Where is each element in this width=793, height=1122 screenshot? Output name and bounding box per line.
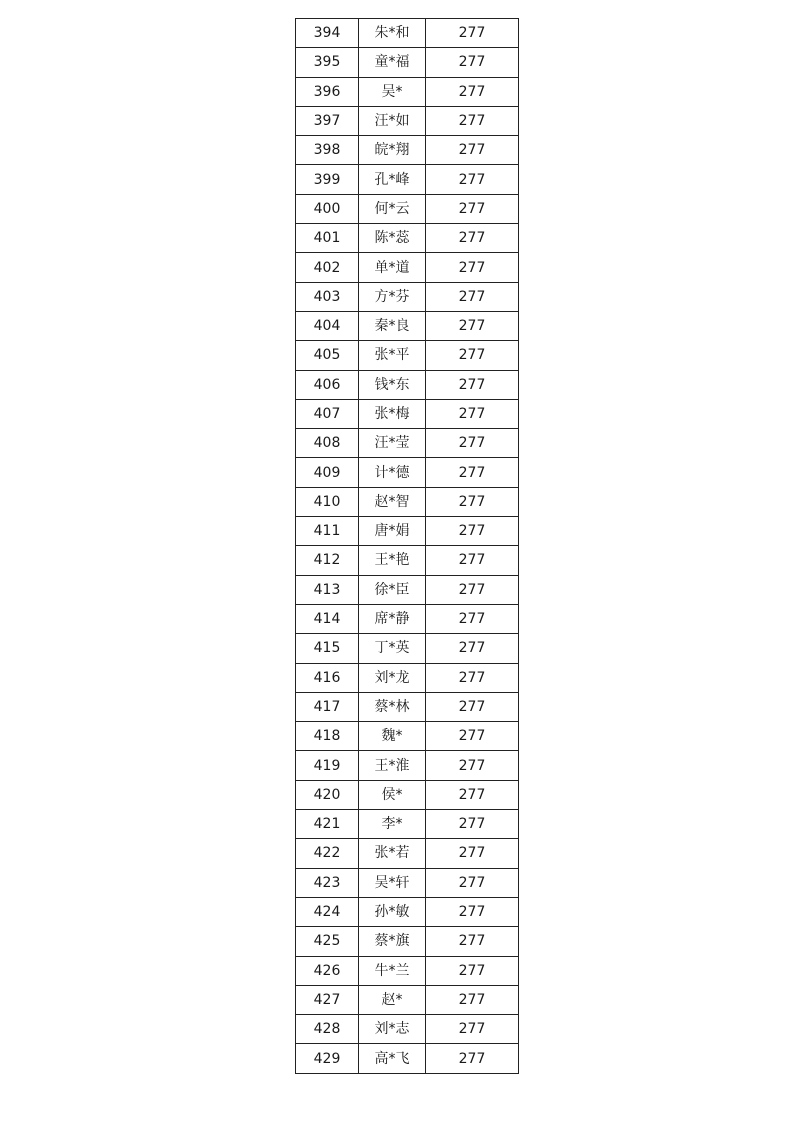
rank-number-cell: 399 — [296, 165, 359, 194]
rank-number-cell: 424 — [296, 897, 359, 926]
table-row — [296, 751, 519, 780]
score-cell: 277 — [426, 956, 519, 985]
rank-number-cell: 397 — [296, 106, 359, 135]
score-cell: 277 — [426, 370, 519, 399]
rank-number-cell: 418 — [296, 722, 359, 751]
score-cell: 277 — [426, 165, 519, 194]
name-cell: 丁*英 — [359, 634, 426, 663]
name-cell: 皖*翔 — [359, 136, 426, 165]
table-row — [296, 1015, 519, 1044]
rank-number-cell: 409 — [296, 458, 359, 487]
score-cell: 277 — [426, 224, 519, 253]
name-cell: 魏* — [359, 722, 426, 751]
rank-number-cell: 426 — [296, 956, 359, 985]
name-cell: 王*艳 — [359, 546, 426, 575]
table-row — [296, 546, 519, 575]
rank-number-cell: 412 — [296, 546, 359, 575]
ranking-table-body — [296, 19, 519, 1074]
rank-number-cell: 411 — [296, 517, 359, 546]
table-row — [296, 106, 519, 135]
rank-number-cell: 398 — [296, 136, 359, 165]
rank-number-cell: 427 — [296, 985, 359, 1014]
name-cell: 童*福 — [359, 48, 426, 77]
rank-number-cell: 414 — [296, 604, 359, 633]
table-row — [296, 956, 519, 985]
ranking-table — [295, 18, 519, 1074]
table-row — [296, 868, 519, 897]
score-cell: 277 — [426, 780, 519, 809]
score-cell: 277 — [426, 927, 519, 956]
score-cell: 277 — [426, 282, 519, 311]
score-cell: 277 — [426, 311, 519, 340]
table-row — [296, 575, 519, 604]
score-cell: 277 — [426, 106, 519, 135]
table-row — [296, 1044, 519, 1073]
table-row — [296, 224, 519, 253]
score-cell: 277 — [426, 575, 519, 604]
rank-number-cell: 421 — [296, 810, 359, 839]
name-cell: 唐*娟 — [359, 517, 426, 546]
name-cell: 张*梅 — [359, 399, 426, 428]
name-cell: 刘*志 — [359, 1015, 426, 1044]
table-row — [296, 927, 519, 956]
score-cell: 277 — [426, 810, 519, 839]
name-cell: 张*若 — [359, 839, 426, 868]
rank-number-cell: 406 — [296, 370, 359, 399]
score-cell: 277 — [426, 77, 519, 106]
name-cell: 陈*蕊 — [359, 224, 426, 253]
name-cell: 侯* — [359, 780, 426, 809]
rank-number-cell: 396 — [296, 77, 359, 106]
name-cell: 汪*莹 — [359, 429, 426, 458]
name-cell: 朱*和 — [359, 19, 426, 48]
rank-number-cell: 394 — [296, 19, 359, 48]
name-cell: 高*飞 — [359, 1044, 426, 1073]
name-cell: 蔡*林 — [359, 692, 426, 721]
score-cell: 277 — [426, 751, 519, 780]
rank-number-cell: 423 — [296, 868, 359, 897]
table-row — [296, 458, 519, 487]
score-cell: 277 — [426, 1044, 519, 1073]
name-cell: 徐*臣 — [359, 575, 426, 604]
name-cell: 刘*龙 — [359, 663, 426, 692]
score-cell: 277 — [426, 399, 519, 428]
table-row — [296, 48, 519, 77]
table-row — [296, 253, 519, 282]
score-cell: 277 — [426, 839, 519, 868]
score-cell: 277 — [426, 722, 519, 751]
rank-number-cell: 413 — [296, 575, 359, 604]
table-row — [296, 692, 519, 721]
name-cell: 秦*良 — [359, 311, 426, 340]
rank-number-cell: 419 — [296, 751, 359, 780]
rank-number-cell: 417 — [296, 692, 359, 721]
table-row — [296, 780, 519, 809]
table-row — [296, 517, 519, 546]
rank-number-cell: 408 — [296, 429, 359, 458]
score-cell: 277 — [426, 985, 519, 1014]
table-row — [296, 634, 519, 663]
name-cell: 赵*智 — [359, 487, 426, 516]
score-cell: 277 — [426, 194, 519, 223]
table-row — [296, 194, 519, 223]
rank-number-cell: 428 — [296, 1015, 359, 1044]
table-row — [296, 722, 519, 751]
name-cell: 单*道 — [359, 253, 426, 282]
score-cell: 277 — [426, 546, 519, 575]
score-cell: 277 — [426, 604, 519, 633]
table-row — [296, 839, 519, 868]
table-row — [296, 77, 519, 106]
rank-number-cell: 429 — [296, 1044, 359, 1073]
table-row — [296, 399, 519, 428]
rank-number-cell: 422 — [296, 839, 359, 868]
table-row — [296, 985, 519, 1014]
name-cell: 王*淮 — [359, 751, 426, 780]
score-cell: 277 — [426, 692, 519, 721]
name-cell: 蔡*旗 — [359, 927, 426, 956]
table-row — [296, 897, 519, 926]
rank-number-cell: 404 — [296, 311, 359, 340]
rank-number-cell: 416 — [296, 663, 359, 692]
table-row — [296, 487, 519, 516]
name-cell: 李* — [359, 810, 426, 839]
table-row — [296, 341, 519, 370]
table-row — [296, 136, 519, 165]
name-cell: 何*云 — [359, 194, 426, 223]
score-cell: 277 — [426, 634, 519, 663]
rank-number-cell: 401 — [296, 224, 359, 253]
score-cell: 277 — [426, 136, 519, 165]
name-cell: 孙*敏 — [359, 897, 426, 926]
score-cell: 277 — [426, 19, 519, 48]
name-cell: 牛*兰 — [359, 956, 426, 985]
rank-number-cell: 420 — [296, 780, 359, 809]
name-cell: 赵* — [359, 985, 426, 1014]
table-row — [296, 19, 519, 48]
score-cell: 277 — [426, 48, 519, 77]
rank-number-cell: 395 — [296, 48, 359, 77]
name-cell: 计*德 — [359, 458, 426, 487]
table-row — [296, 370, 519, 399]
score-cell: 277 — [426, 663, 519, 692]
rank-number-cell: 400 — [296, 194, 359, 223]
rank-number-cell: 425 — [296, 927, 359, 956]
name-cell: 吴*轩 — [359, 868, 426, 897]
rank-number-cell: 415 — [296, 634, 359, 663]
name-cell: 张*平 — [359, 341, 426, 370]
table-row — [296, 311, 519, 340]
name-cell: 席*静 — [359, 604, 426, 633]
table-row — [296, 429, 519, 458]
name-cell: 吴* — [359, 77, 426, 106]
rank-number-cell: 407 — [296, 399, 359, 428]
table-row — [296, 282, 519, 311]
score-cell: 277 — [426, 868, 519, 897]
table-row — [296, 165, 519, 194]
score-cell: 277 — [426, 253, 519, 282]
score-cell: 277 — [426, 897, 519, 926]
rank-number-cell: 410 — [296, 487, 359, 516]
score-cell: 277 — [426, 1015, 519, 1044]
score-cell: 277 — [426, 458, 519, 487]
rank-number-cell: 403 — [296, 282, 359, 311]
name-cell: 方*芬 — [359, 282, 426, 311]
name-cell: 钱*东 — [359, 370, 426, 399]
score-cell: 277 — [426, 341, 519, 370]
table-row — [296, 810, 519, 839]
score-cell: 277 — [426, 429, 519, 458]
name-cell: 孔*峰 — [359, 165, 426, 194]
rank-number-cell: 405 — [296, 341, 359, 370]
table-row — [296, 663, 519, 692]
table-row — [296, 604, 519, 633]
rank-number-cell: 402 — [296, 253, 359, 282]
score-cell: 277 — [426, 487, 519, 516]
name-cell: 汪*如 — [359, 106, 426, 135]
score-cell: 277 — [426, 517, 519, 546]
